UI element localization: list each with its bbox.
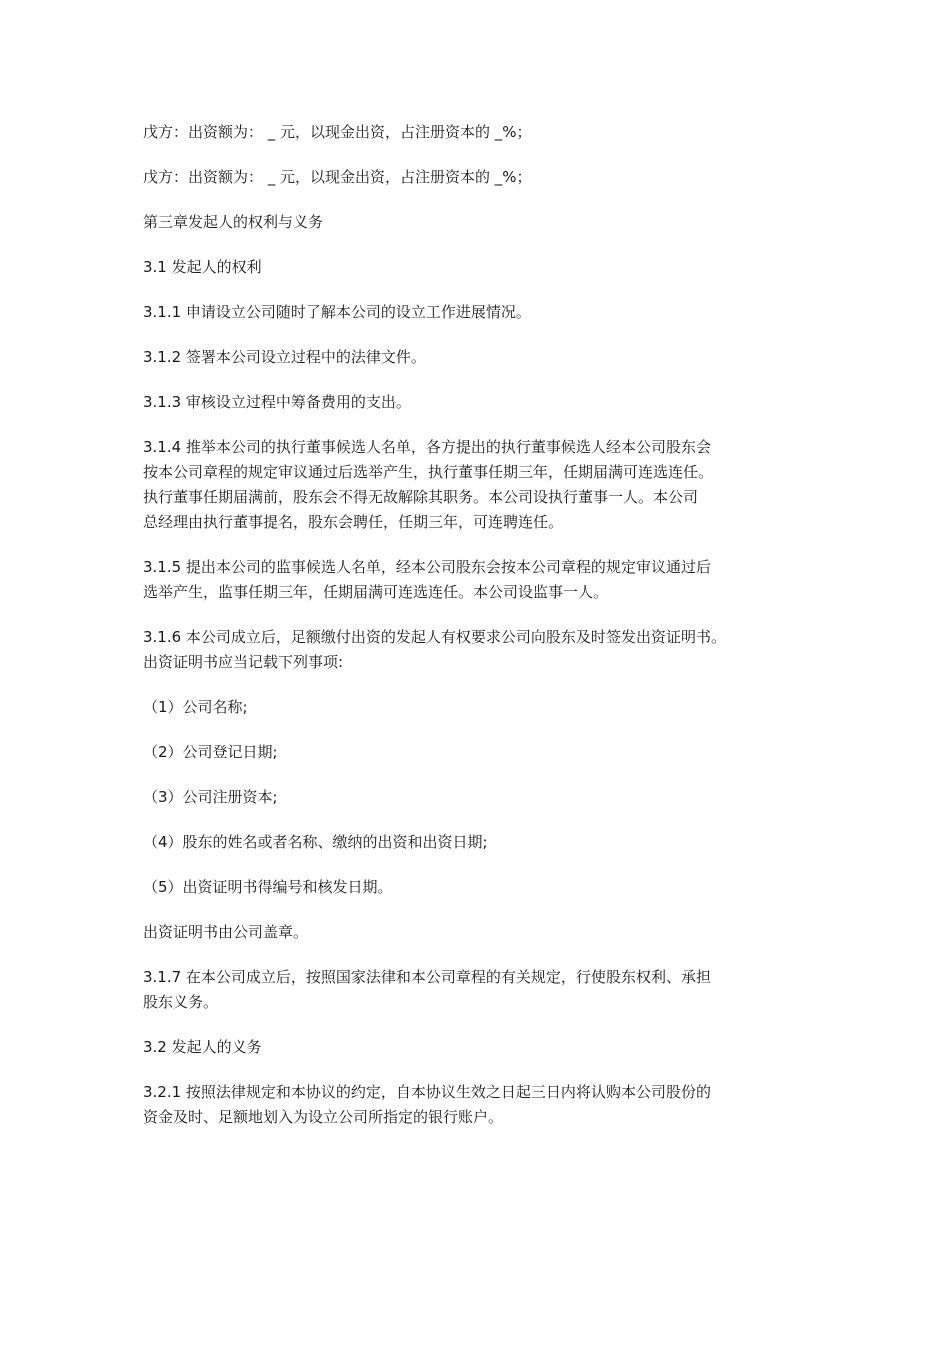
text-line: 3.2.1 按照法律规定和本协议的约定，自本协议生效之日起三日内将认购本公司股份的 bbox=[143, 1083, 711, 1101]
text-line: （4）股东的姓名或者名称、缴纳的出资和出资日期; bbox=[143, 833, 488, 851]
text-line: 3.1 发起人的权利 bbox=[143, 258, 262, 276]
text-line: 出资证明书应当记载下列事项: bbox=[143, 653, 344, 671]
list-item bbox=[143, 875, 768, 900]
text-line: （1）公司名称; bbox=[143, 698, 248, 716]
text-line: 出资证明书由公司盖章。 bbox=[143, 923, 309, 941]
text-line: 3.1.5 提出本公司的监事候选人名单，经本公司股东会按本公司章程的规定审议通过后 bbox=[143, 558, 711, 576]
paragraph-certificate-seal bbox=[143, 920, 768, 945]
text-line: 戊方：出资额为： _ 元，以现金出资，占注册资本的 _%； bbox=[143, 168, 532, 186]
text-line: 3.1.3 审核设立过程中筹备费用的支出。 bbox=[143, 393, 411, 411]
clause-3-1-6 bbox=[143, 625, 768, 675]
text-line: 戊方：出资额为： _ 元，以现金出资，占注册资本的 _%； bbox=[143, 123, 532, 141]
clause-3-1-3 bbox=[143, 390, 768, 415]
document-body bbox=[143, 120, 768, 1150]
text-line: （5）出资证明书得编号和核发日期。 bbox=[143, 878, 393, 896]
clause-3-2-1 bbox=[143, 1080, 768, 1130]
text-line: 3.2 发起人的义务 bbox=[143, 1038, 262, 1056]
text-line: （3）公司注册资本; bbox=[143, 788, 278, 806]
text-line: 第三章发起人的权利与义务 bbox=[143, 213, 324, 231]
paragraph-capital-contribution-1 bbox=[143, 120, 768, 145]
chapter-heading bbox=[143, 210, 768, 235]
text-line: 3.1.1 申请设立公司随时了解本公司的设立工作进展情况。 bbox=[143, 303, 531, 321]
text-line: （2）公司登记日期; bbox=[143, 743, 278, 761]
text-line: 执行董事任期届满前，股东会不得无故解除其职务。本公司设执行董事一人。本公司 bbox=[143, 488, 699, 506]
text-line: 3.1.6 本公司成立后，足额缴付出资的发起人有权要求公司向股东及时签发出资证明书。 bbox=[143, 628, 726, 646]
clause-3-1-7 bbox=[143, 965, 768, 1015]
section-heading-3-2 bbox=[143, 1035, 768, 1060]
clause-3-1-1 bbox=[143, 300, 768, 325]
list-item bbox=[143, 740, 768, 765]
text-line: 3.1.7 在本公司成立后，按照国家法律和本公司章程的有关规定，行使股东权利、承担 bbox=[143, 968, 711, 986]
text-line: 按本公司章程的规定审议通过后选举产生，执行董事任期三年，任期届满可连选连任。 bbox=[143, 463, 714, 481]
text-line: 股东义务。 bbox=[143, 993, 219, 1011]
clause-3-1-4 bbox=[143, 435, 768, 535]
clause-3-1-2 bbox=[143, 345, 768, 370]
paragraph-capital-contribution-2 bbox=[143, 165, 768, 190]
text-line: 总经理由执行董事提名，股东会聘任，任期三年，可连聘连任。 bbox=[143, 513, 564, 531]
text-line: 3.1.4 推举本公司的执行董事候选人名单，各方提出的执行董事候选人经本公司股东会 bbox=[143, 438, 711, 456]
text-line: 资金及时、足额地划入为设立公司所指定的银行账户。 bbox=[143, 1108, 504, 1126]
section-heading-3-1 bbox=[143, 255, 768, 280]
text-line: 3.1.2 签署本公司设立过程中的法律文件。 bbox=[143, 348, 426, 366]
clause-3-1-5 bbox=[143, 555, 768, 605]
list-item bbox=[143, 695, 768, 720]
list-item bbox=[143, 785, 768, 810]
text-line: 选举产生，监事任期三年，任期届满可连选连任。本公司设监事一人。 bbox=[143, 583, 609, 601]
list-item bbox=[143, 830, 768, 855]
